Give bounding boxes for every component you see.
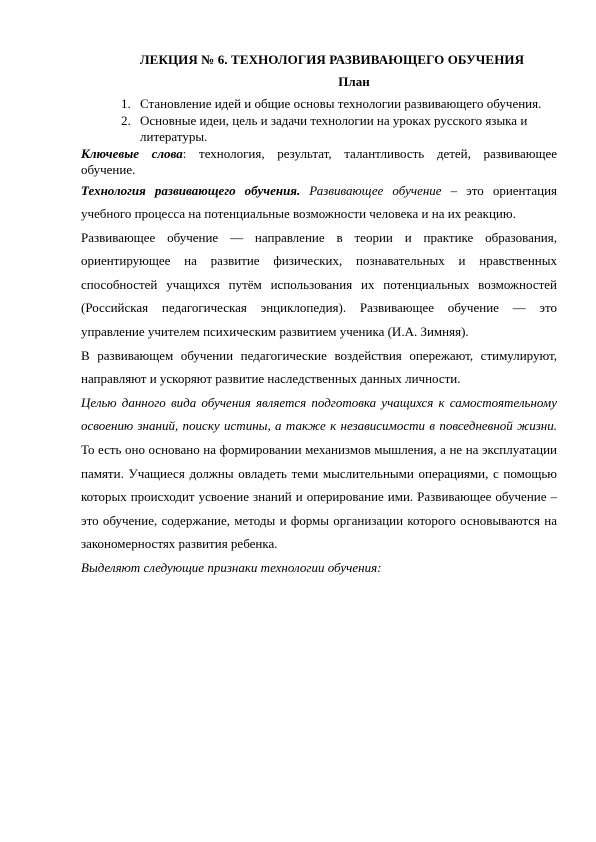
- plan-heading: План: [338, 74, 370, 89]
- plan-item-number: 1.: [121, 96, 131, 111]
- definition-term: Технология развивающего обучения.: [81, 182, 301, 198]
- keywords-paragraph: [81, 146, 557, 179]
- keywords-label: Ключевые слова: [81, 145, 183, 161]
- goal-italic: Целью данного вида обучения является подготовка учащихся к самостоятельному освоению знаний, поиску истины, а также к независимости в повседневной жизни.: [81, 394, 557, 434]
- definition-italic: Развивающее обучение: [300, 182, 442, 198]
- signs-heading: Выделяют следующие признаки технологии обучения:: [81, 560, 382, 575]
- definition-paragraph: [81, 179, 557, 226]
- keywords-text: : технология, результат, талантливость детей, развивающее обучение.: [81, 145, 557, 177]
- plan-item: [121, 112, 557, 146]
- document-page: [81, 52, 557, 580]
- definition-text: – это ориентация учебного процесса на потенциальные возможности человека и на их реакцию.: [81, 182, 558, 222]
- paragraph-goal: [81, 391, 557, 556]
- paragraph-pedagogical-influence: В развивающем обучении педагогические воздействия опережают, стимулируют, направляют и ускоряют развитие наследственных данных личности.: [81, 347, 557, 387]
- plan-item-text: Становление идей и общие основы технологии развивающего обучения.: [140, 96, 542, 111]
- plan-item-text: Основные идеи, цель и задачи технологии на уроках русского языка и литературы.: [140, 112, 528, 144]
- plan-item-number: 2.: [121, 112, 131, 128]
- lecture-title: ЛЕКЦИЯ № 6. ТЕХНОЛОГИЯ РАЗВИВАЮЩЕГО ОБУЧЕНИЯ: [139, 52, 525, 67]
- paragraph-developmental-learning: Развивающее обучение — направление в теории и практике образования, ориентирующее на развитие физических, познавательных и нравственных способностей учащихся путём использования их потенциальных возможностей (Российская педагогическая энциклопедия). Развивающее обучение — это управление учителем психическим развитием ученика (И.А. Зимняя).: [81, 229, 557, 340]
- goal-text: То есть оно основано на формировании механизмов мышления, а не на эксплуатации памяти. Учащиеся должны овладеть теми мыслительными операциями, с помощью которых происходит усвоение знаний и оперирование ими. Развивающее обучение – это обучение, содержание, методы и формы организации которого основываются на закономерностях развития ребенка.: [81, 442, 557, 552]
- plan-item: [121, 96, 557, 113]
- plan-list: [81, 96, 557, 146]
